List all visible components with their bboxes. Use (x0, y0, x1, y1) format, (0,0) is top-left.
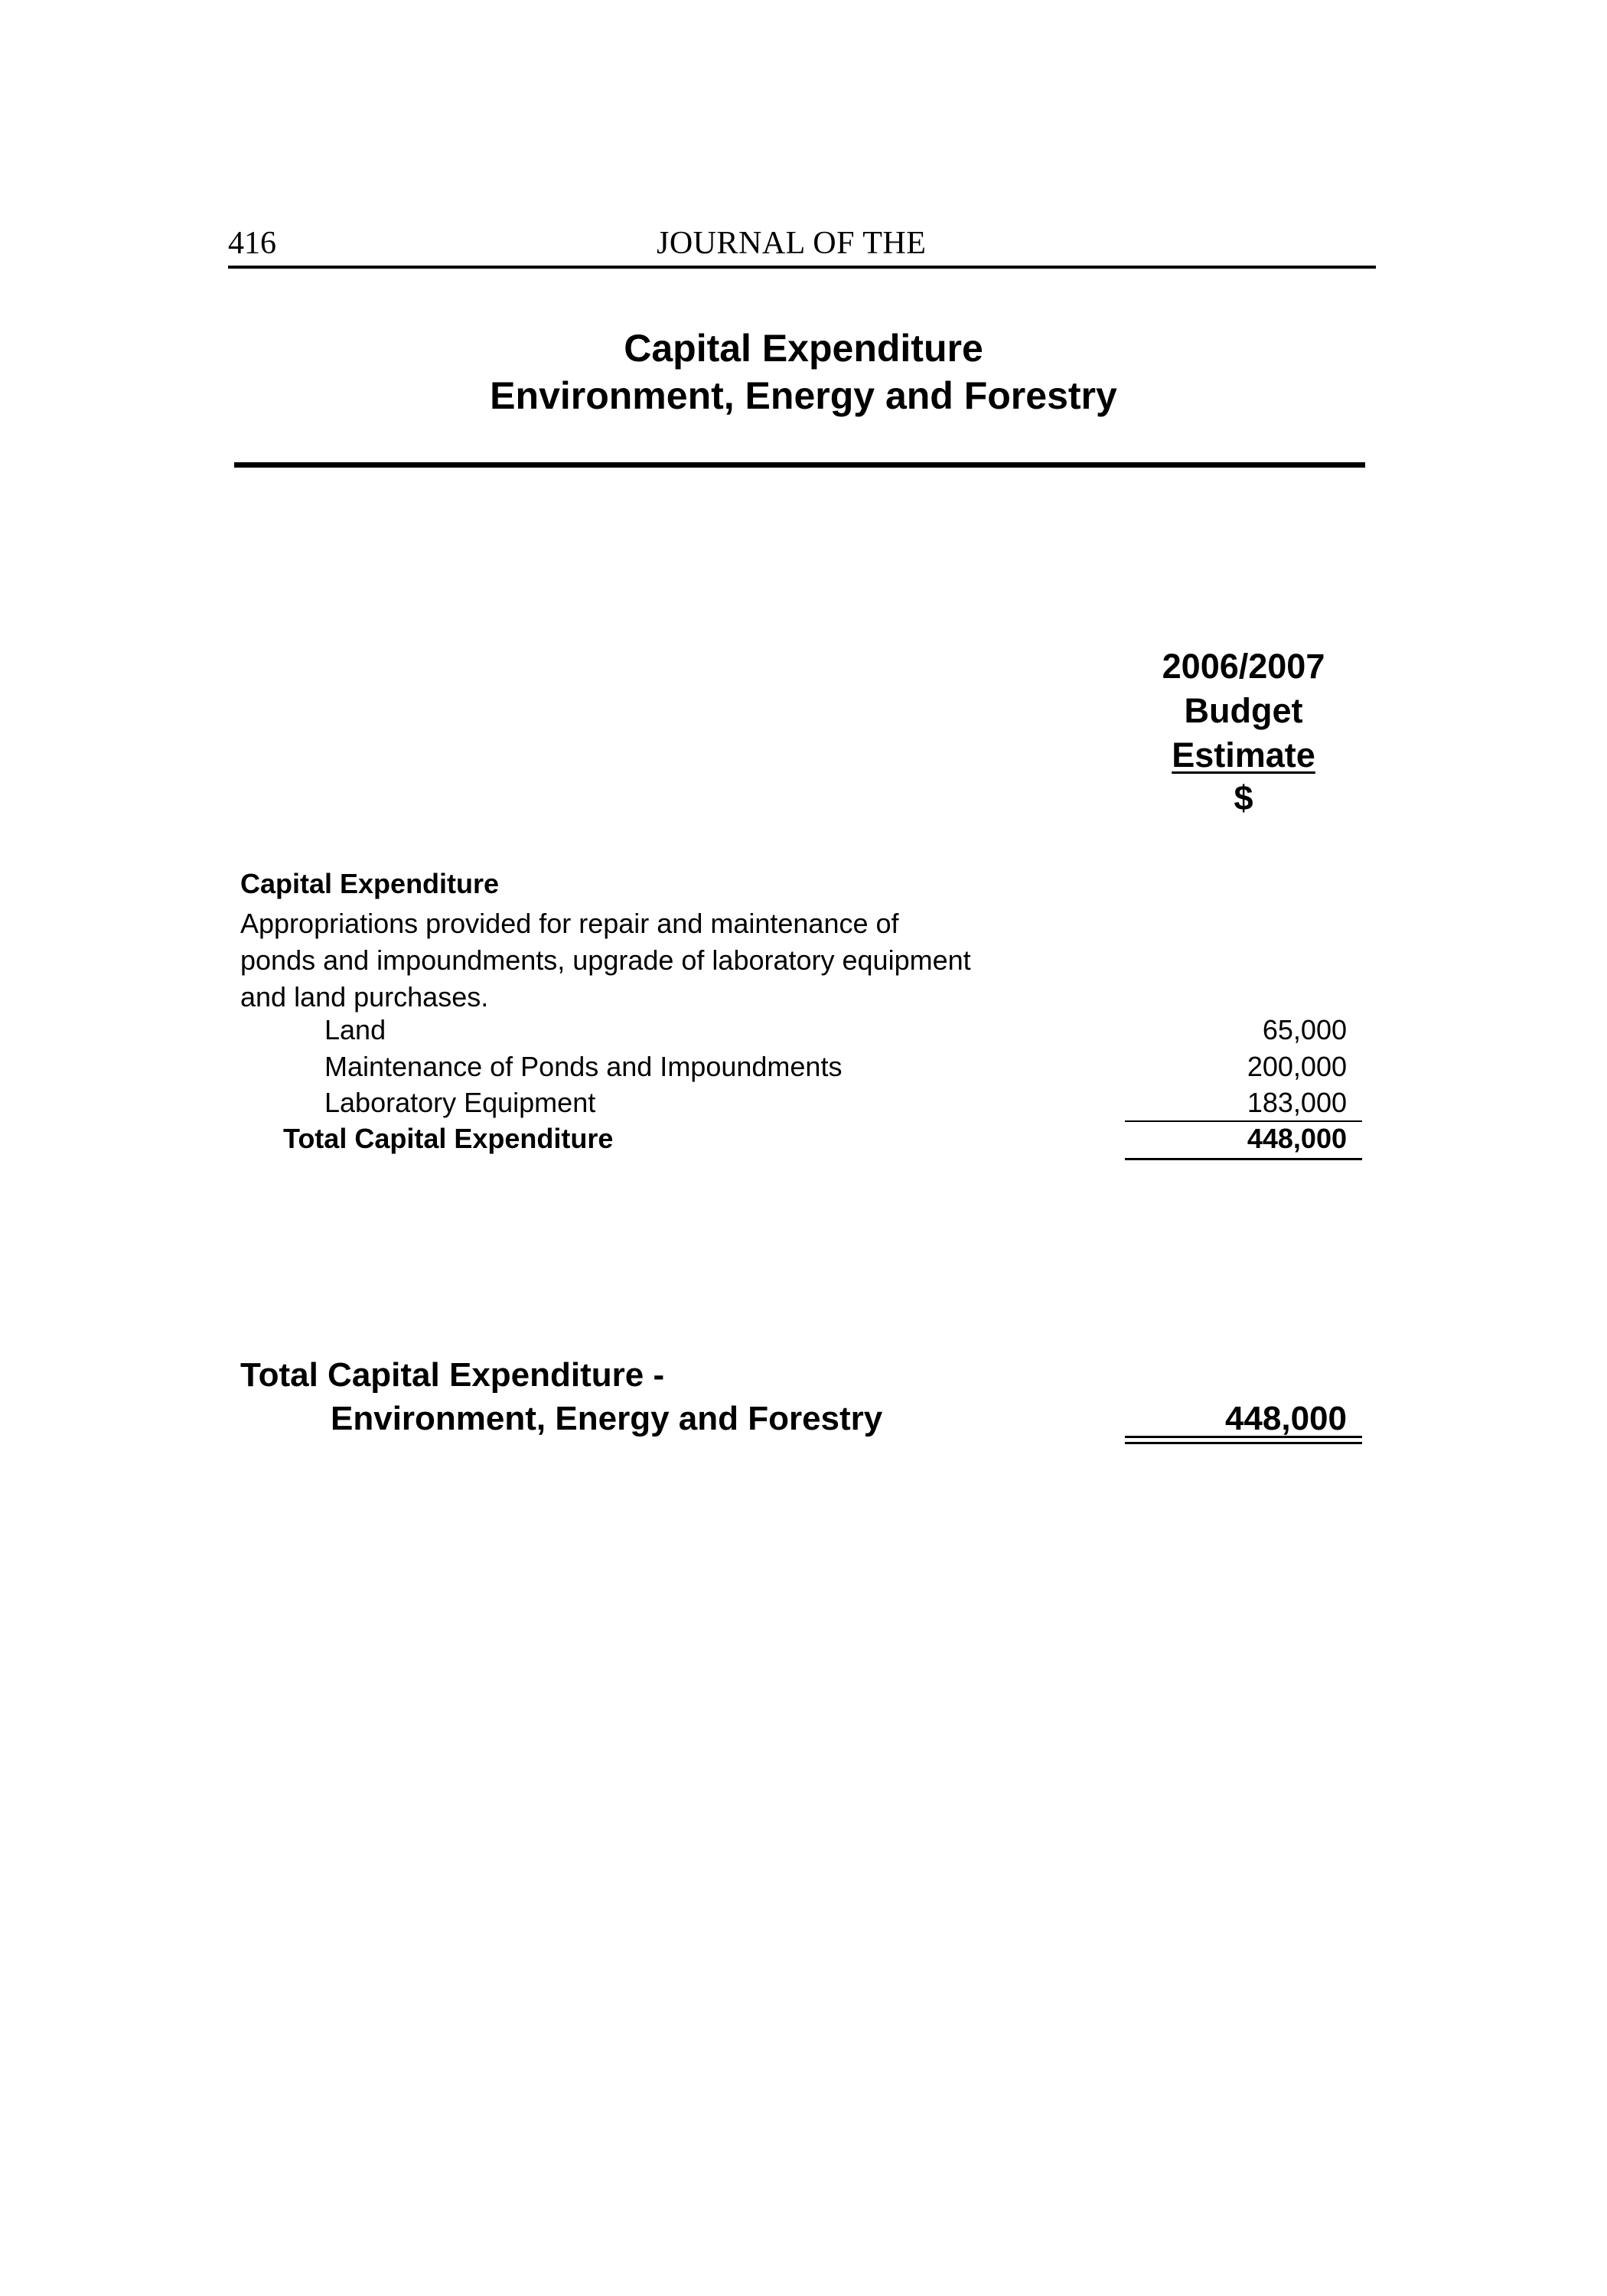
column-heading-currency: $ (1234, 778, 1253, 817)
section-title: Capital Expenditure (240, 868, 500, 899)
column-heading-year: 2006/2007 (1162, 647, 1325, 686)
section-description: Appropriations provided for repair and maintenance of ponds and impoundments, upgrade of laboratory equipment and land purchases. (240, 908, 971, 1013)
item-amount-ponds: 200,000 (1247, 1051, 1347, 1082)
item-amount-lab-equipment: 183,000 (1247, 1087, 1347, 1118)
grand-total-label-line2: Environment, Energy and Forestry (331, 1400, 883, 1437)
item-label-land: Land (324, 1014, 386, 1045)
grand-total-label-line1: Total Capital Expenditure - (240, 1356, 665, 1394)
title-rule (234, 462, 1365, 468)
section-total-amount: 448,000 (1247, 1123, 1347, 1154)
item-amount-land: 65,000 (1262, 1014, 1347, 1045)
page-title: Capital Expenditure (624, 327, 983, 370)
grand-total-rule-top (1125, 1436, 1362, 1438)
page-subtitle: Environment, Energy and Forestry (490, 374, 1117, 417)
page-number: 416 (228, 226, 276, 261)
column-heading-budget: Budget (1184, 691, 1303, 730)
subtotal-rule (1125, 1120, 1362, 1122)
journal-title: JOURNAL OF THE (657, 226, 927, 261)
total-rule (1125, 1158, 1362, 1160)
section-total-label: Total Capital Expenditure (283, 1123, 614, 1154)
item-label-lab-equipment: Laboratory Equipment (324, 1087, 596, 1118)
header-rule (228, 266, 1376, 269)
item-label-ponds: Maintenance of Ponds and Impoundments (324, 1051, 843, 1082)
column-heading-estimate-text: Estimate (1172, 735, 1315, 775)
grand-total-rule-bottom (1125, 1442, 1362, 1444)
column-heading-estimate (1110, 735, 1377, 775)
grand-total-amount: 448,000 (1224, 1400, 1347, 1437)
